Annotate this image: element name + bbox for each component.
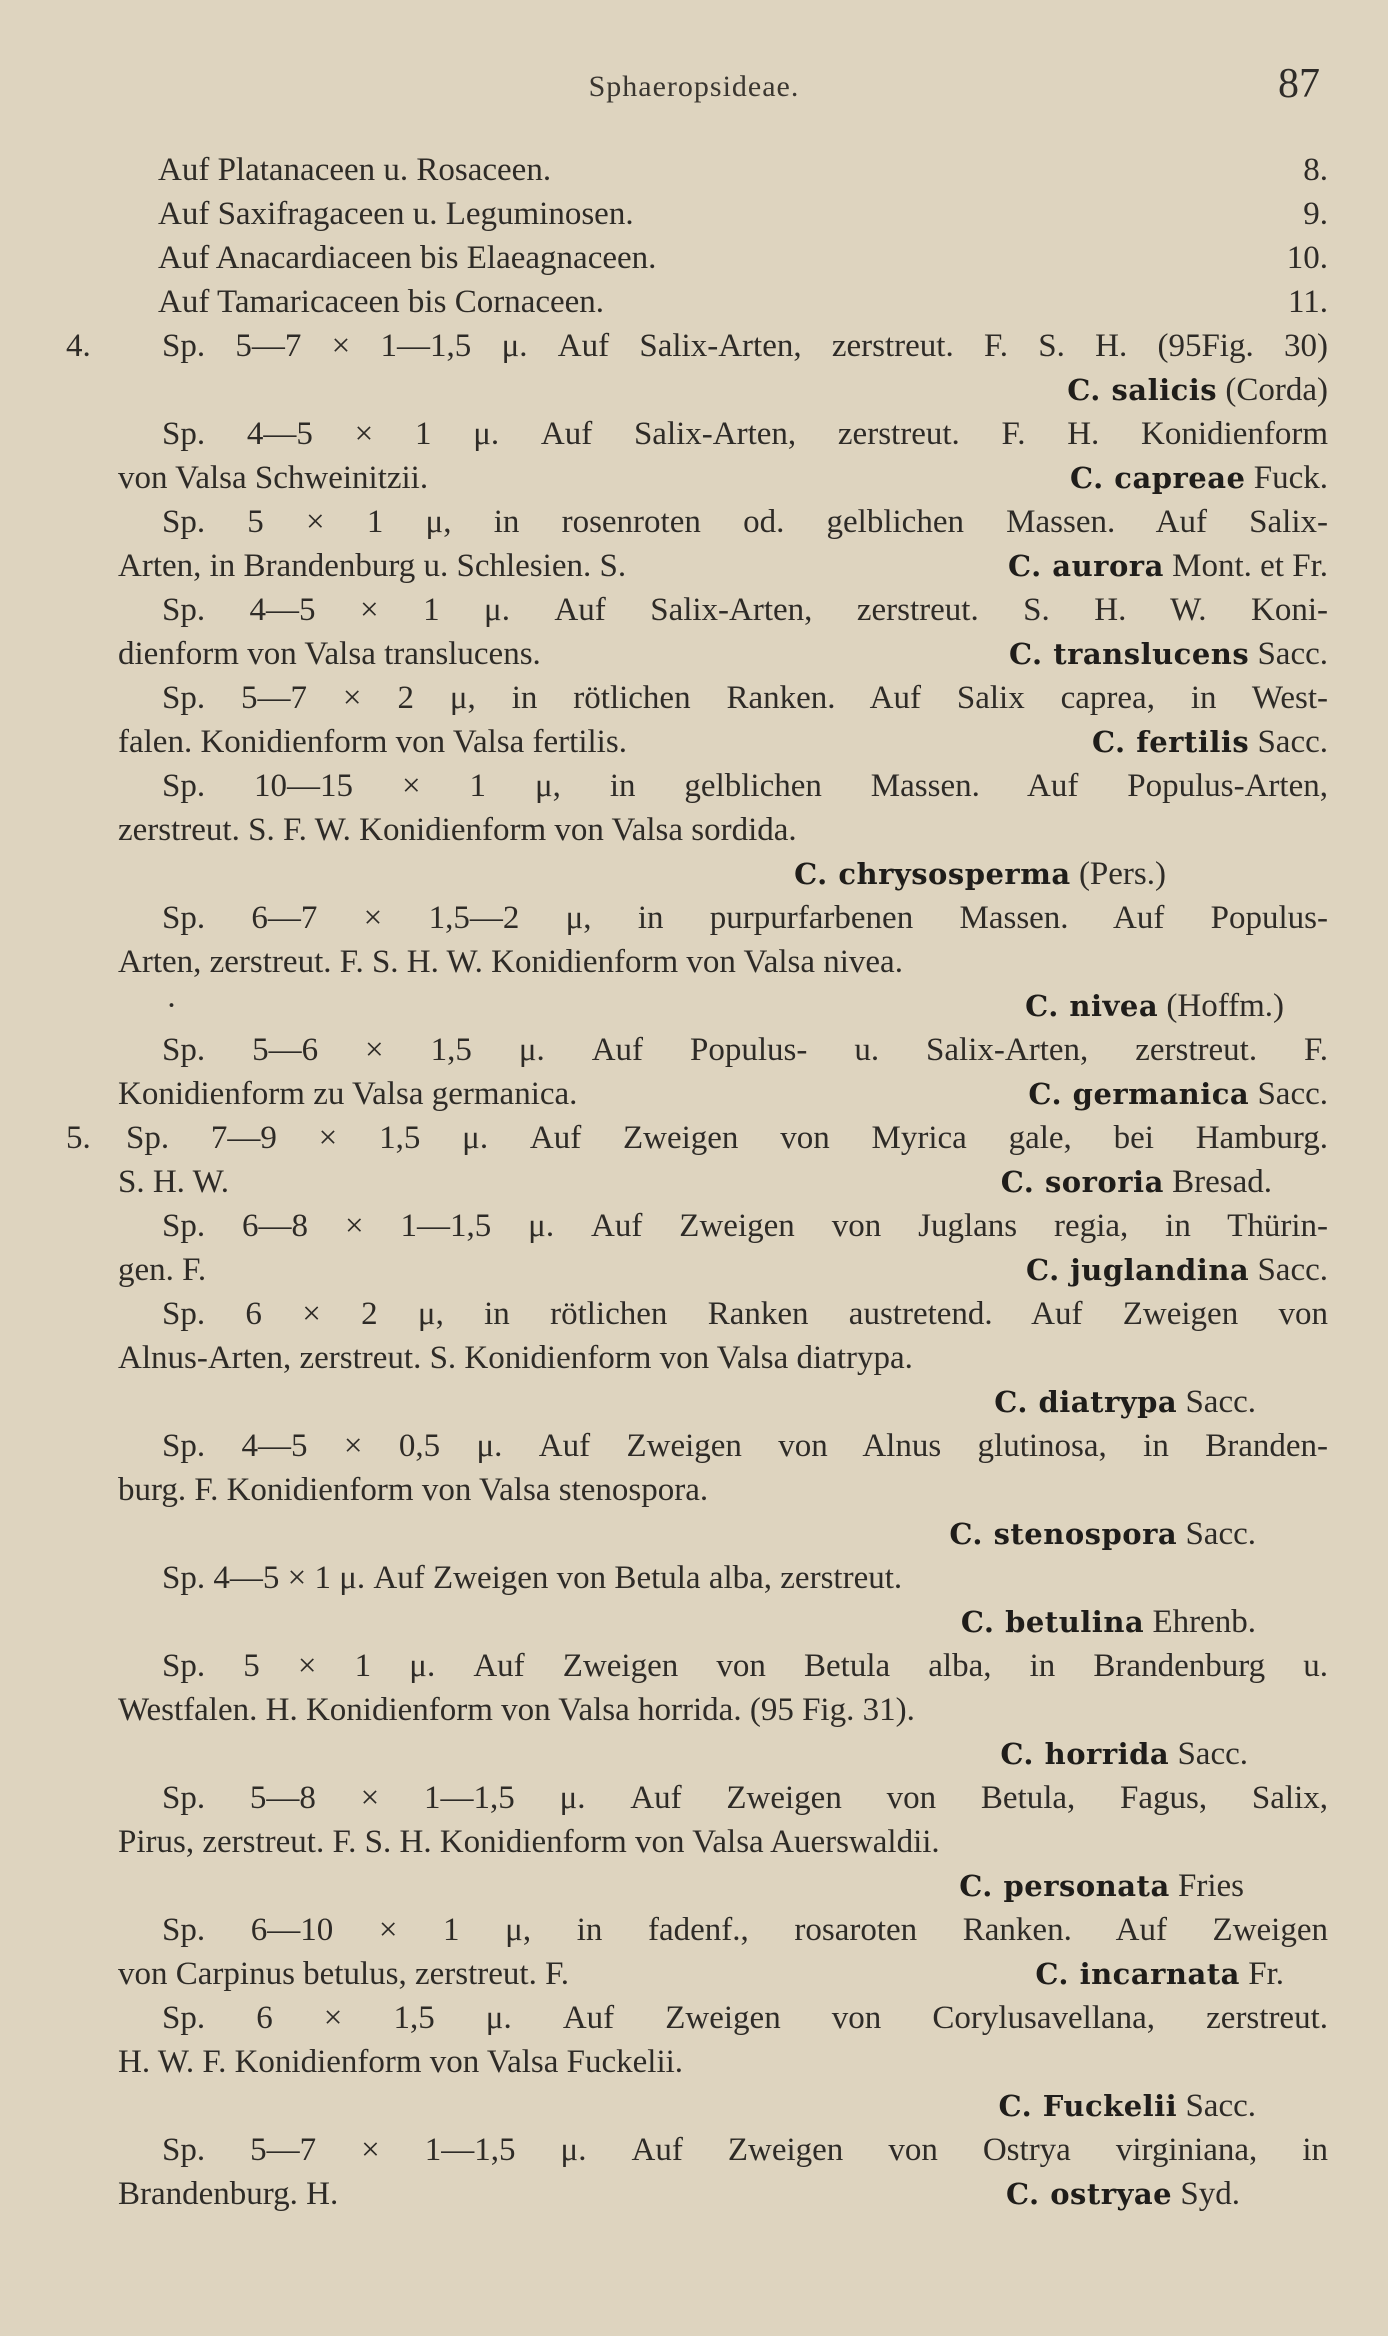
entry-line: von Carpinus betulus, zerstreut. F. [118, 1956, 570, 1992]
stray-dot: · [166, 988, 177, 1024]
species-name: C. Fuckelii [998, 2089, 1178, 2123]
species-name: C. chrysosperma [794, 857, 1071, 891]
entry-line: Sp. 4—5 × 1 μ. Auf Salix-Arten, zerstreut. F. H. Konidienform [162, 416, 1328, 452]
species-author: (Corda) [1225, 372, 1328, 408]
entry-line: zerstreut. S. F. W. Konidienform von Valsa sordida. [118, 812, 797, 848]
species-name: C. betulina [960, 1605, 1145, 1639]
species-name-line [1009, 632, 1328, 676]
entry-line: Arten, in Brandenburg u. Schlesien. S. [118, 548, 627, 584]
species-author: Bresad. [1172, 1164, 1272, 1200]
species-author: Fr. [1248, 1956, 1284, 1992]
species-name: C. translucens [1008, 637, 1250, 671]
entry-line: burg. F. Konidienform von Valsa stenospora. [118, 1472, 709, 1508]
entry-line: Sp. 5—6 × 1,5 μ. Auf Populus- u. Salix-Arten, zerstreut. F. [162, 1032, 1328, 1068]
species-author: Mont. et Fr. [1172, 548, 1328, 584]
species-name-line [1028, 1072, 1328, 1116]
species-name: C. nivea [1025, 989, 1159, 1023]
key-label: Auf Saxifragaceen u. Leguminosen. [158, 196, 634, 232]
key-mark: 4. [66, 328, 91, 364]
species-name: C. germanica [1028, 1077, 1250, 1111]
species-name: C. personata [959, 1869, 1170, 1903]
species-name: C. fertilis [1091, 725, 1250, 759]
species-author: Ehrenb. [1152, 1604, 1256, 1640]
running-title: Sphaeropsideae. [588, 70, 800, 103]
entry-line: Sp. 7—9 × 1,5 μ. Auf Zweigen von Myrica gale, bei Hamburg. [126, 1120, 1328, 1156]
entry-line: Sp. 5 × 1 μ. Auf Zweigen von Betula alba, in Brandenburg u. [162, 1648, 1328, 1684]
species-author: Sacc. [1257, 636, 1328, 672]
species-name-line [1000, 1732, 1248, 1776]
key-label: Auf Anacardiaceen bis Elaeagnaceen. [158, 240, 657, 276]
entry-line: Sp. 5—8 × 1—1,5 μ. Auf Zweigen von Betula, Fagus, Salix, [162, 1780, 1328, 1816]
key-mark: 5. [66, 1120, 91, 1156]
entry-line: Sp. 5 × 1 μ, in rosenroten od. gelblichen Massen. Auf Salix- [162, 504, 1328, 540]
entry-line: Sp. 6 × 2 μ, in rötlichen Ranken austretend. Auf Zweigen von [162, 1296, 1328, 1332]
species-author: Sacc. [1257, 1252, 1328, 1288]
entry-line: Brandenburg. H. [118, 2176, 339, 2212]
species-author: Fuck. [1253, 460, 1328, 496]
entry-line: Sp. 6 × 1,5 μ. Auf Zweigen von Corylusavellana, zerstreut. [162, 2000, 1328, 2036]
species-name-line [1001, 1160, 1272, 1204]
key-line [158, 280, 1328, 324]
species-name: C. aurora [1008, 549, 1164, 583]
entry-line: Sp. 6—10 × 1 μ, in fadenf., rosaroten Ranken. Auf Zweigen [162, 1912, 1328, 1948]
species-name-line [959, 1864, 1244, 1908]
species-name: C. sororia [1000, 1165, 1164, 1199]
entry-line: Sp. 6—8 × 1—1,5 μ. Auf Zweigen von Juglans regia, in Thürin- [162, 1208, 1328, 1244]
entry-line: gen. F. [118, 1252, 207, 1288]
key-number: 8. [1303, 152, 1328, 188]
species-name-line [794, 852, 1166, 896]
entry-line: falen. Konidienform von Valsa fertilis. [118, 724, 627, 760]
entry-line: Sp. 5—7 × 1—1,5 μ. Auf Salix-Arten, zerstreut. F. S. H. (95Fig. 30) [162, 328, 1328, 364]
key-label: Auf Tamaricaceen bis Cornaceen. [158, 284, 605, 320]
species-name-line [1026, 1248, 1328, 1292]
entry-line: Pirus, zerstreut. F. S. H. Konidienform von Valsa Auerswaldii. [118, 1824, 940, 1860]
entry-line: Sp. 6—7 × 1,5—2 μ, in purpurfarbenen Massen. Auf Populus- [162, 900, 1328, 936]
key-line [158, 148, 1328, 192]
species-author: Sacc. [1185, 1516, 1256, 1552]
species-author: Syd. [1180, 2176, 1240, 2212]
entry-line: von Valsa Schweinitzii. [118, 460, 429, 496]
species-name-line [1070, 456, 1328, 500]
species-name: C. incarnata [1035, 1957, 1240, 1991]
entry-line: S. H. W. [118, 1164, 229, 1200]
species-author: Sacc. [1185, 1384, 1256, 1420]
entry-line: Sp. 4—5 × 0,5 μ. Auf Zweigen von Alnus glutinosa, in Branden- [162, 1428, 1328, 1464]
species-name-line [999, 2084, 1256, 2128]
species-author: (Pers.) [1078, 856, 1166, 892]
entry-line: H. W. F. Konidienform von Valsa Fuckelii. [118, 2044, 684, 2080]
species-name: C. horrida [1000, 1737, 1170, 1771]
entry-line: Konidienform zu Valsa germanica. [118, 1076, 578, 1112]
key-line [158, 192, 1328, 236]
species-name-line [961, 1600, 1256, 1644]
key-number: 9. [1303, 196, 1328, 232]
entry-line: Sp. 4—5 × 1 μ. Auf Zweigen von Betula alba, zerstreut. [162, 1560, 903, 1596]
species-author: Sacc. [1185, 2088, 1256, 2124]
page-number: 87 [1278, 61, 1320, 107]
entry-line: Sp. 5—7 × 1—1,5 μ. Auf Zweigen von Ostrya virginiana, in [162, 2132, 1328, 2168]
species-name: C. stenospora [949, 1517, 1178, 1551]
species-name-line [1092, 720, 1328, 764]
key-label: Auf Platanaceen u. Rosaceen. [158, 152, 552, 188]
entry-line: Sp. 4—5 × 1 μ. Auf Salix-Arten, zerstreut. S. H. W. Koni- [162, 592, 1328, 628]
species-name: C. ostryae [1005, 2177, 1173, 2211]
species-name-line [994, 1380, 1256, 1424]
entry-line: Alnus-Arten, zerstreut. S. Konidienform von Valsa diatrypa. [118, 1340, 913, 1376]
entry-line: Sp. 5—7 × 2 μ, in rötlichen Ranken. Auf Salix caprea, in West- [162, 680, 1328, 716]
species-name-line [1035, 1952, 1284, 1996]
species-name-line [1067, 368, 1328, 412]
entry-line: Arten, zerstreut. F. S. H. W. Konidienform von Valsa nivea. [118, 944, 903, 980]
species-name-line [1006, 2172, 1240, 2216]
entry-line: Westfalen. H. Konidienform von Valsa horrida. (95 Fig. 31). [118, 1692, 915, 1728]
species-name: C. capreae [1070, 461, 1246, 495]
species-name: C. juglandina [1026, 1253, 1250, 1287]
key-number: 11. [1287, 284, 1328, 320]
key-line [158, 236, 1328, 280]
species-author: (Hoffm.) [1166, 988, 1284, 1024]
entry-line: dienform von Valsa translucens. [118, 636, 541, 672]
species-name-line [1025, 984, 1284, 1028]
species-author: Sacc. [1257, 1076, 1328, 1112]
species-name: C. salicis [1067, 373, 1218, 407]
species-name-line [949, 1512, 1256, 1556]
species-author: Sacc. [1177, 1736, 1248, 1772]
species-name: C. diatrypa [994, 1385, 1178, 1419]
entry-line: Sp. 10—15 × 1 μ, in gelblichen Massen. Auf Populus-Arten, [162, 768, 1328, 804]
key-number: 10. [1286, 240, 1328, 276]
species-author: Fries [1178, 1868, 1244, 1904]
species-name-line [1008, 544, 1328, 588]
species-author: Sacc. [1257, 724, 1328, 760]
